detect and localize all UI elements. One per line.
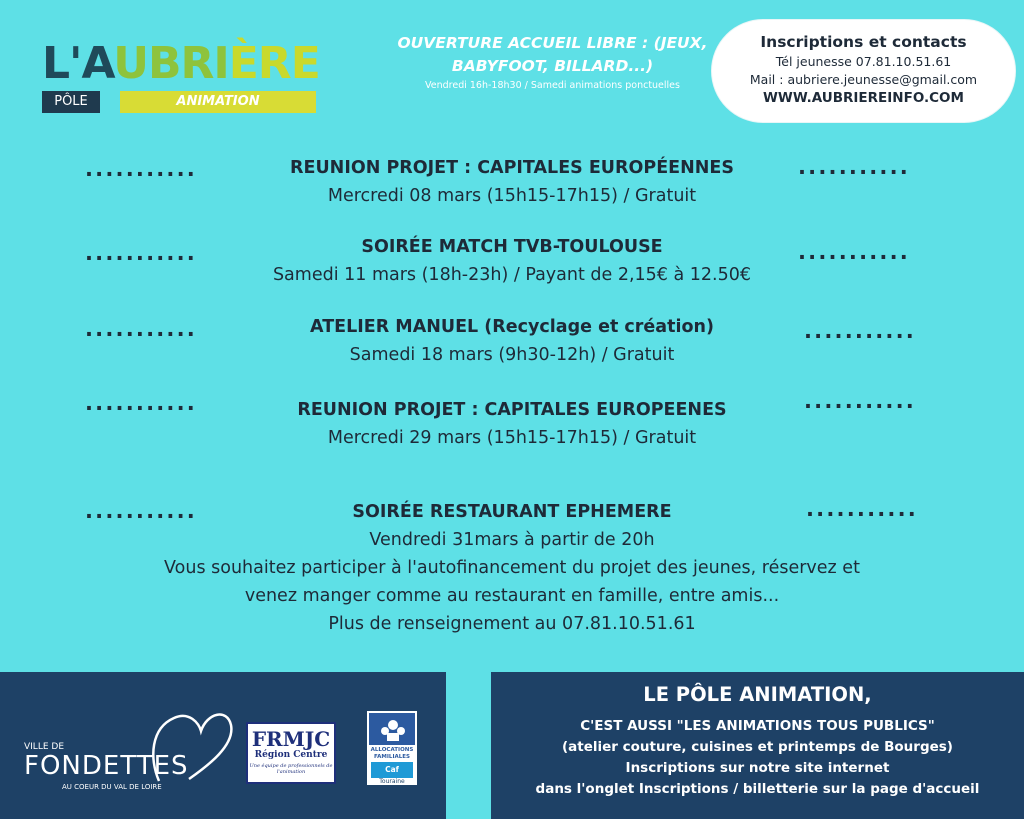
event-title: REUNION PROJET : CAPITALES EUROPEENES [297,400,727,420]
dot-separator: ........... [85,317,197,341]
opening-hours: Vendredi 16h-18h30 / Samedi animations ponctuelles [425,80,680,91]
contacts-box [712,20,1015,122]
dot-separator: ........... [85,391,197,415]
event-contact: Plus de renseignement au 07.81.10.51.61 [328,614,696,634]
event-details: Mercredi 29 mars (15h15-17h15) / Gratuit [327,428,697,448]
event-details: Mercredi 08 mars (15h15-17h15) / Gratuit [327,186,697,206]
aubriere-logo [42,38,320,120]
event-details: Samedi 18 mars (9h30-12h) / Gratuit [349,345,675,365]
frmjc-logo: FRMJC Région Centre Une équipe de professionnels de l'animation [246,722,336,784]
partner-logos [0,672,446,819]
logo-animation-label: ANIMATION [120,91,316,113]
logo-pole-label: PÔLE [42,91,100,113]
dot-separator: ........... [804,319,916,343]
event-title: ATELIER MANUEL (Recyclage et création) [310,317,714,337]
logo-wordmark: L'AUBRIÈRE [42,38,320,89]
contacts-phone: Tél jeunesse 07.81.10.51.61 [775,54,952,69]
info-line: (atelier couture, cuisines et printemps de Bourges) [562,739,953,755]
event-description: Vous souhaitez participer à l'autofinancement du projet des jeunes, réservez et [164,558,860,578]
dot-separator: ........... [798,155,910,179]
event-title: REUNION PROJET : CAPITALES EUROPÉENNES [290,158,734,178]
contacts-mail: Mail : aubriere.jeunesse@gmail.com [749,72,978,87]
dot-separator: ........... [806,497,918,521]
pole-animation-info [491,672,1024,819]
dot-separator: ........... [798,240,910,264]
caf-emblem-icon [369,713,415,745]
caf-logo: ALLOCATIONS FAMILIALES Caf Touraine [366,710,418,786]
opening-info [390,32,715,91]
contacts-website[interactable]: WWW.AUBRIEREINFO.COM [763,90,964,106]
dot-separator: ........... [85,241,197,265]
dot-separator: ........... [85,157,197,181]
event-details: Samedi 11 mars (18h-23h) / Payant de 2,15€ à 12.50€ [272,265,752,285]
info-line: dans l'onglet Inscriptions / billetterie sur la page d'accueil [535,781,980,797]
event-description: venez manger comme au restaurant en famille, entre amis... [244,586,780,606]
dot-separator: ........... [85,499,197,523]
contacts-title: Inscriptions et contacts [760,33,967,51]
event-details: Vendredi 31mars à partir de 20h [369,530,655,550]
pole-animation-title: LE PÔLE ANIMATION, [643,683,872,706]
info-line: C'EST AUSSI "LES ANIMATIONS TOUS PUBLICS" [580,718,935,734]
event-title: SOIRÉE MATCH TVB-TOULOUSE [361,237,663,257]
event-title: SOIRÉE RESTAURANT EPHEMERE [352,502,672,522]
opening-title: OUVERTURE ACCUEIL LIBRE : (JEUX, BABYFOOT, BILLARD...) [397,34,708,75]
fondettes-logo: VILLE DE FONDETTES AU COEUR DU VAL DE LOIRE [24,717,229,797]
info-line: Inscriptions sur notre site internet [625,760,890,776]
dot-separator: ........... [804,389,916,413]
